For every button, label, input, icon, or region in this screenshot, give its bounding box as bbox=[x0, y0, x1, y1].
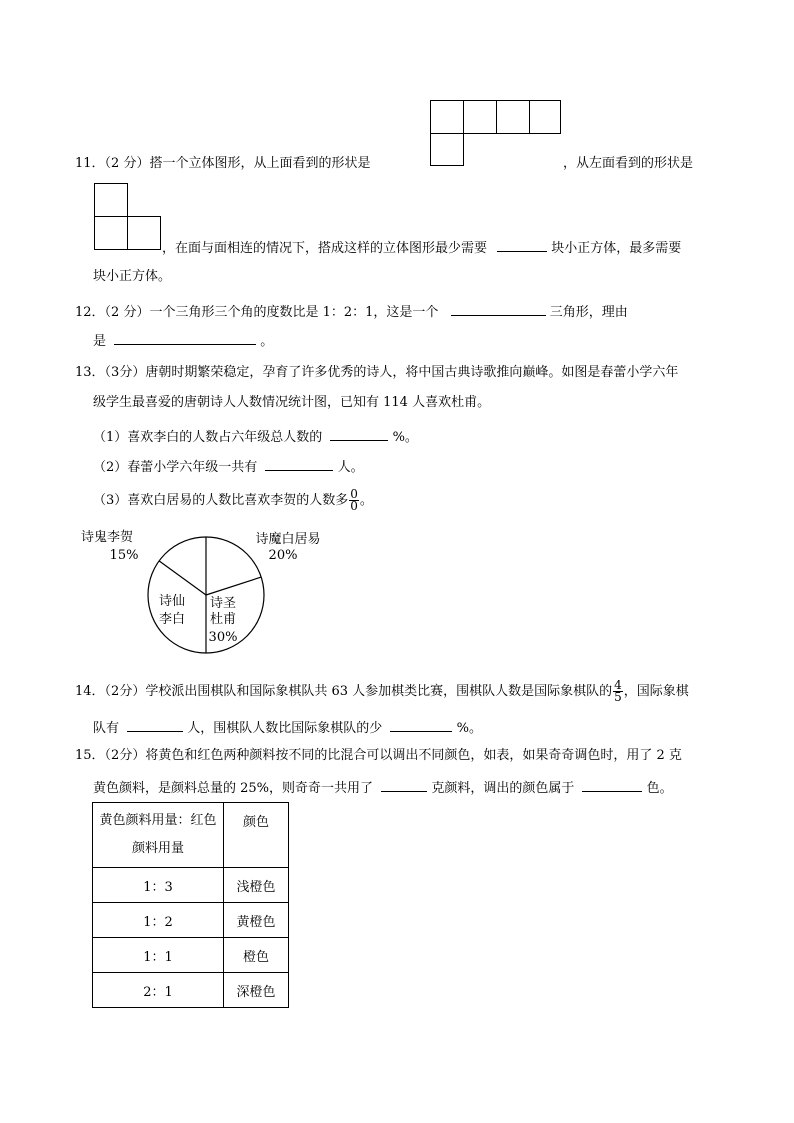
q14-text-line1-end: ，国际象棋 bbox=[623, 684, 689, 699]
table-header-ratio bbox=[93, 803, 224, 868]
q11-line1-end bbox=[563, 156, 693, 172]
q13-sub1 bbox=[93, 427, 418, 446]
q11-text-mid: ，从左面看到的形状是 bbox=[563, 156, 694, 171]
q12-text-line2-end: 。 bbox=[260, 334, 274, 349]
q13-sub1-end: %。 bbox=[392, 430, 418, 445]
pie-slice-label: 诗仙 bbox=[158, 594, 186, 609]
q13-text-line2: 级学生最喜爱的唐朝诗人人数情况统计图，已知有 114 人喜欢杜甫。 bbox=[93, 395, 491, 410]
q14-chess-team-blank[interactable] bbox=[127, 718, 183, 732]
pie-slice-boundary bbox=[159, 561, 206, 595]
q15-color-blank[interactable] bbox=[582, 778, 642, 792]
table-row bbox=[93, 868, 289, 903]
q13-line1 bbox=[75, 365, 678, 381]
poet-pie-chart bbox=[80, 525, 360, 665]
q12-text-line1-end: 三角形，理由 bbox=[549, 305, 628, 320]
q11-text-line2: ，在面与面相连的情况下，搭成这样的立体图形最少需要 bbox=[162, 241, 488, 256]
table-cell-color: 黄橙色 bbox=[224, 903, 289, 938]
q13-sub1-blank[interactable] bbox=[330, 427, 388, 441]
q12-line1 bbox=[75, 302, 628, 321]
q15-total-grams-blank[interactable] bbox=[381, 778, 427, 792]
q11-answer-min-blank[interactable] bbox=[497, 238, 547, 252]
q12-text-line1: 12．（2 分）一个三角形三个角的度数比是 1：2：1，这是一个 bbox=[75, 305, 439, 320]
q15-text-line2-end: 色。 bbox=[646, 781, 673, 796]
pie-slice-label: 30% bbox=[208, 630, 238, 645]
q13-sub2-blank[interactable] bbox=[265, 457, 333, 471]
q13-sub2-text: （2）春蕾小学六年级一共有 bbox=[93, 460, 258, 475]
color-mix-table bbox=[92, 802, 289, 1008]
fraction-denominator: 0 bbox=[350, 499, 358, 513]
table-header-row bbox=[93, 803, 289, 868]
table-row bbox=[93, 973, 289, 1008]
q14-text-line1: 14．（2分）学校派出围棋队和国际象棋队共 63 人参加棋类比赛，围棋队人数是国际象棋队的 bbox=[75, 684, 613, 699]
q12-reason-blank[interactable] bbox=[114, 331, 256, 345]
q13-sub2 bbox=[93, 457, 364, 476]
q14-fraction bbox=[613, 680, 623, 703]
q11-line3 bbox=[93, 269, 171, 285]
q15-line1 bbox=[75, 748, 682, 764]
table-cell-ratio: 1：3 bbox=[93, 868, 224, 903]
pie-slice-label: 20% bbox=[268, 548, 298, 563]
q12-line2 bbox=[93, 331, 273, 350]
q12-triangle-type-blank[interactable] bbox=[451, 302, 546, 316]
table-header-color-text: 颜色 bbox=[242, 815, 269, 830]
table-row bbox=[93, 903, 289, 938]
q13-sub3-text: （3）喜欢白居易的人数比喜欢李贺的人数多 bbox=[93, 493, 349, 508]
q13-sub3-fraction[interactable] bbox=[349, 489, 359, 512]
table-row bbox=[93, 938, 289, 973]
table-header-color bbox=[224, 803, 289, 868]
fraction-numerator: 4 bbox=[614, 678, 622, 692]
q13-sub3-end: 。 bbox=[359, 493, 373, 508]
q15-text-line2-prefix: 黄色颜料，是颜料总量的 25%，则奇奇一共用了 bbox=[93, 781, 374, 796]
q11-text-prefix: 11．（2 分）搭一个立体图形，从上面看到的形状是 bbox=[75, 156, 371, 171]
q13-sub1-text: （1）喜欢李白的人数占六年级总人数的 bbox=[93, 430, 323, 445]
pie-slice-label: 诗圣 bbox=[209, 596, 237, 611]
fraction-numerator: 0 bbox=[350, 487, 358, 501]
q11-line1 bbox=[75, 156, 370, 172]
q14-line1 bbox=[75, 680, 689, 703]
top-view-figure bbox=[430, 100, 562, 166]
pie-slice-boundary bbox=[206, 577, 261, 595]
pie-slice-label: 杜甫 bbox=[209, 612, 237, 627]
pie-slice-label: 诗鬼李贺 bbox=[80, 530, 134, 545]
q15-text-line1: 15．（2分）将黄色和红色两种颜料按不同的比混合可以调出不同颜色，如表，如果奇奇调色时，用了 2 克 bbox=[75, 748, 682, 763]
q14-text-line2-prefix: 队有 bbox=[93, 721, 120, 736]
table-cell-color: 深橙色 bbox=[224, 973, 289, 1008]
table-cell-ratio: 1：2 bbox=[93, 903, 224, 938]
table-header-ratio-line1: 黄色颜料用量：红色 bbox=[99, 813, 217, 828]
q11-line2 bbox=[162, 238, 681, 257]
pie-slice-label: 李白 bbox=[158, 612, 186, 627]
q11-text-line2-end: 块小正方体，最多需要 bbox=[551, 241, 682, 256]
table-header-ratio-line2: 颜料用量 bbox=[131, 841, 184, 856]
q12-text-line2-prefix: 是 bbox=[93, 334, 107, 349]
q14-line2 bbox=[93, 718, 482, 737]
q14-percent-blank[interactable] bbox=[390, 718, 452, 732]
q14-text-line2-end: %。 bbox=[456, 721, 482, 736]
table-cell-ratio: 2：1 bbox=[93, 973, 224, 1008]
q13-text-line1: 13．（3分）唐朝时期繁荣稳定，孕育了许多优秀的诗人，将中国古典诗歌推向巅峰。如图是春蕾小学六年 bbox=[75, 365, 679, 380]
q13-line2 bbox=[93, 395, 490, 411]
q11-text-line3: 块小正方体。 bbox=[93, 269, 172, 284]
q15-text-line2-mid: 克颜料，调出的颜色属于 bbox=[431, 781, 575, 796]
fraction-denominator: 5 bbox=[614, 690, 622, 704]
q15-line2 bbox=[93, 778, 673, 797]
pie-slice-label: 15% bbox=[109, 548, 139, 563]
table-cell-color: 橙色 bbox=[224, 938, 289, 973]
q13-sub3 bbox=[93, 489, 373, 512]
q13-sub2-end: 人。 bbox=[337, 460, 364, 475]
left-view-figure bbox=[94, 183, 162, 251]
table-cell-ratio: 1：1 bbox=[93, 938, 224, 973]
q14-text-line2-mid: 人，围棋队人数比国际象棋队的少 bbox=[187, 721, 383, 736]
pie-slice-label: 诗魔白居易 bbox=[255, 532, 321, 547]
table-cell-color: 浅橙色 bbox=[224, 868, 289, 903]
